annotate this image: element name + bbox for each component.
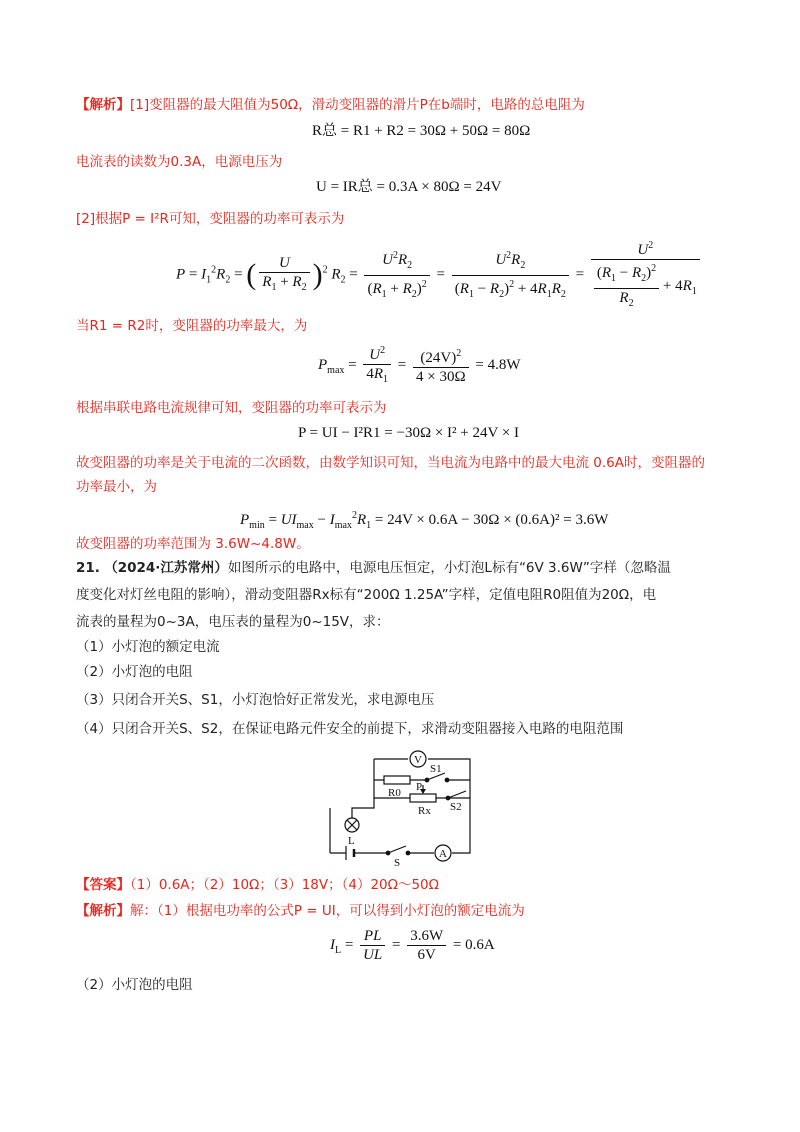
analysis2-text: 解：（1）根据电功率的公式P = UI，可以得到小灯泡的额定电流为 [130, 903, 525, 919]
il-den-1: UL [363, 947, 383, 964]
problem-text-1: 如图所示的电路中，电源电压恒定，小灯泡L标有“6V 3.6W”字样（忽略温 [227, 560, 671, 576]
rheostat-rx [410, 794, 436, 802]
answer-label: 【答案】 [76, 877, 130, 893]
question-3: （3）只闭合开关S、S1，小灯泡恰好正常发光，求电源电压 [76, 692, 435, 708]
analysis-label: 【解析】 [76, 97, 130, 113]
equation-power-expansion: $P = I_1^2R_2$ = ( $\frac{U}{R_1 + R_2}$ )$^2$ $R_2$ = $\frac{U^2R_2}{(R_1 + R_2)^2}$ = $\frac{U^2R_2}{(R_1 - R_2)^2 + 4R_1R_2}$ = $U^2$ $\frac{(R_1 - R_2)^2}{R_2}$ + $4R_1$ [176, 237, 703, 313]
il-num-1: PL [360, 927, 385, 946]
answer-text: （1）0.6A；（2）10Ω；（3）18V；（4）20Ω～50Ω [130, 877, 439, 893]
lamp-icon [345, 818, 359, 832]
il-result: = 0.6A [452, 937, 495, 953]
s1-label: S1 [430, 763, 442, 775]
quadratic-line-2: 功率最小，为 [76, 479, 157, 495]
power-range-line: 故变阻器的功率范围为 3.6W~4.8W。 [76, 536, 310, 552]
question-1: （1）小灯泡的额定电流 [76, 639, 220, 655]
switch-s-icon [386, 846, 410, 855]
voltmeter-label: V [414, 754, 422, 766]
part2-line: [2]根据P = I²R可知，变阻器的功率可表示为 [76, 211, 345, 227]
analysis2-label: 【解析】 [76, 903, 130, 919]
equation-power-vs-current: P = UI − I²R1 = −30Ω × I² + 24V × I [298, 425, 520, 441]
sub-question-2: （2）小灯泡的电阻 [76, 977, 193, 993]
min-power-expression: = 24V × 0.6A − 30Ω × (0.6A)² = 3.6W [374, 512, 609, 528]
equal-resistance-line: 当R1 = R2时，变阻器的功率最大，为 [76, 318, 308, 334]
r0-label: R0 [388, 787, 401, 799]
il-num-2: 3.6W [407, 927, 446, 946]
rx-label: Rx [418, 805, 431, 817]
question-2: （2）小灯泡的电阻 [76, 664, 193, 680]
question-4: （4）只闭合开关S、S2，在保证电路元件安全的前提下，求滑动变阻器接入电路的电阻范围 [76, 721, 624, 737]
equation-min-power: $P_{min} = UI_{max} - I_{max}^2R_1 = 24V \times 0.6A - 30\Omega \times (0.6A)^2 = 3.6W$ [240, 510, 609, 531]
max-power-result: = 4.8W [475, 356, 521, 373]
battery-icon [346, 846, 354, 860]
il-den-2: 6V [417, 947, 436, 964]
equation-rated-current: $I_L$ = $\frac{PL}{UL}$ = $\frac{3.6W}{6V}$ = 0.6A [330, 928, 495, 964]
problem-number: 21. [76, 560, 100, 576]
equation-source-voltage: U = IR总 = 0.3A × 80Ω = 24V [316, 179, 502, 195]
series-current-line: 根据串联电路电流规律可知，变阻器的功率可表示为 [76, 400, 387, 416]
analysis-intro-text: [1]变阻器的最大阻值为50Ω，滑动变阻器的滑片P在b端时，电路的总电阻为 [130, 97, 585, 113]
ammeter-reading-line: 电流表的读数为0.3A，电源电压为 [76, 154, 283, 170]
equation-max-power: $P_{max}$ = $\frac{U^2}{4R_1}$ = $\frac{(24V)^2}{4 \times 30\Omega}$ = 4.8W [318, 342, 520, 390]
voltmeter-icon [410, 751, 426, 767]
problem-21-line-3: 流表的量程为0~3A，电压表的量程为0~15V，求： [76, 614, 390, 630]
analysis-intro-line [76, 95, 585, 115]
problem-21-line-1 [76, 558, 671, 578]
ammeter-icon [435, 845, 451, 861]
answer-line [76, 875, 439, 895]
problem-source: （2024·江苏常州） [104, 560, 228, 576]
problem-21-line-2: 度变化对灯丝电阻的影响），滑动变阻器Rx标有“200Ω 1.25A”字样，定值电阻R0阻值为20Ω，电 [76, 587, 657, 603]
lamp-label: L [348, 835, 355, 847]
quadratic-line-1: 故变阻器的功率是关于电流的二次函数，由数学知识可知，当电流为电路中的最大电流 0.6A时，变阻器的 [76, 455, 705, 471]
analysis2-line [76, 901, 525, 921]
s-label: S [394, 857, 401, 868]
s2-label: S2 [450, 801, 462, 813]
equation-total-resistance: R总 = R1 + R2 = 30Ω + 50Ω = 80Ω [312, 123, 531, 139]
circuit-diagram [326, 750, 496, 868]
resistor-r0 [384, 776, 410, 784]
slider-label: P [416, 781, 423, 793]
ammeter-label: A [439, 848, 447, 860]
